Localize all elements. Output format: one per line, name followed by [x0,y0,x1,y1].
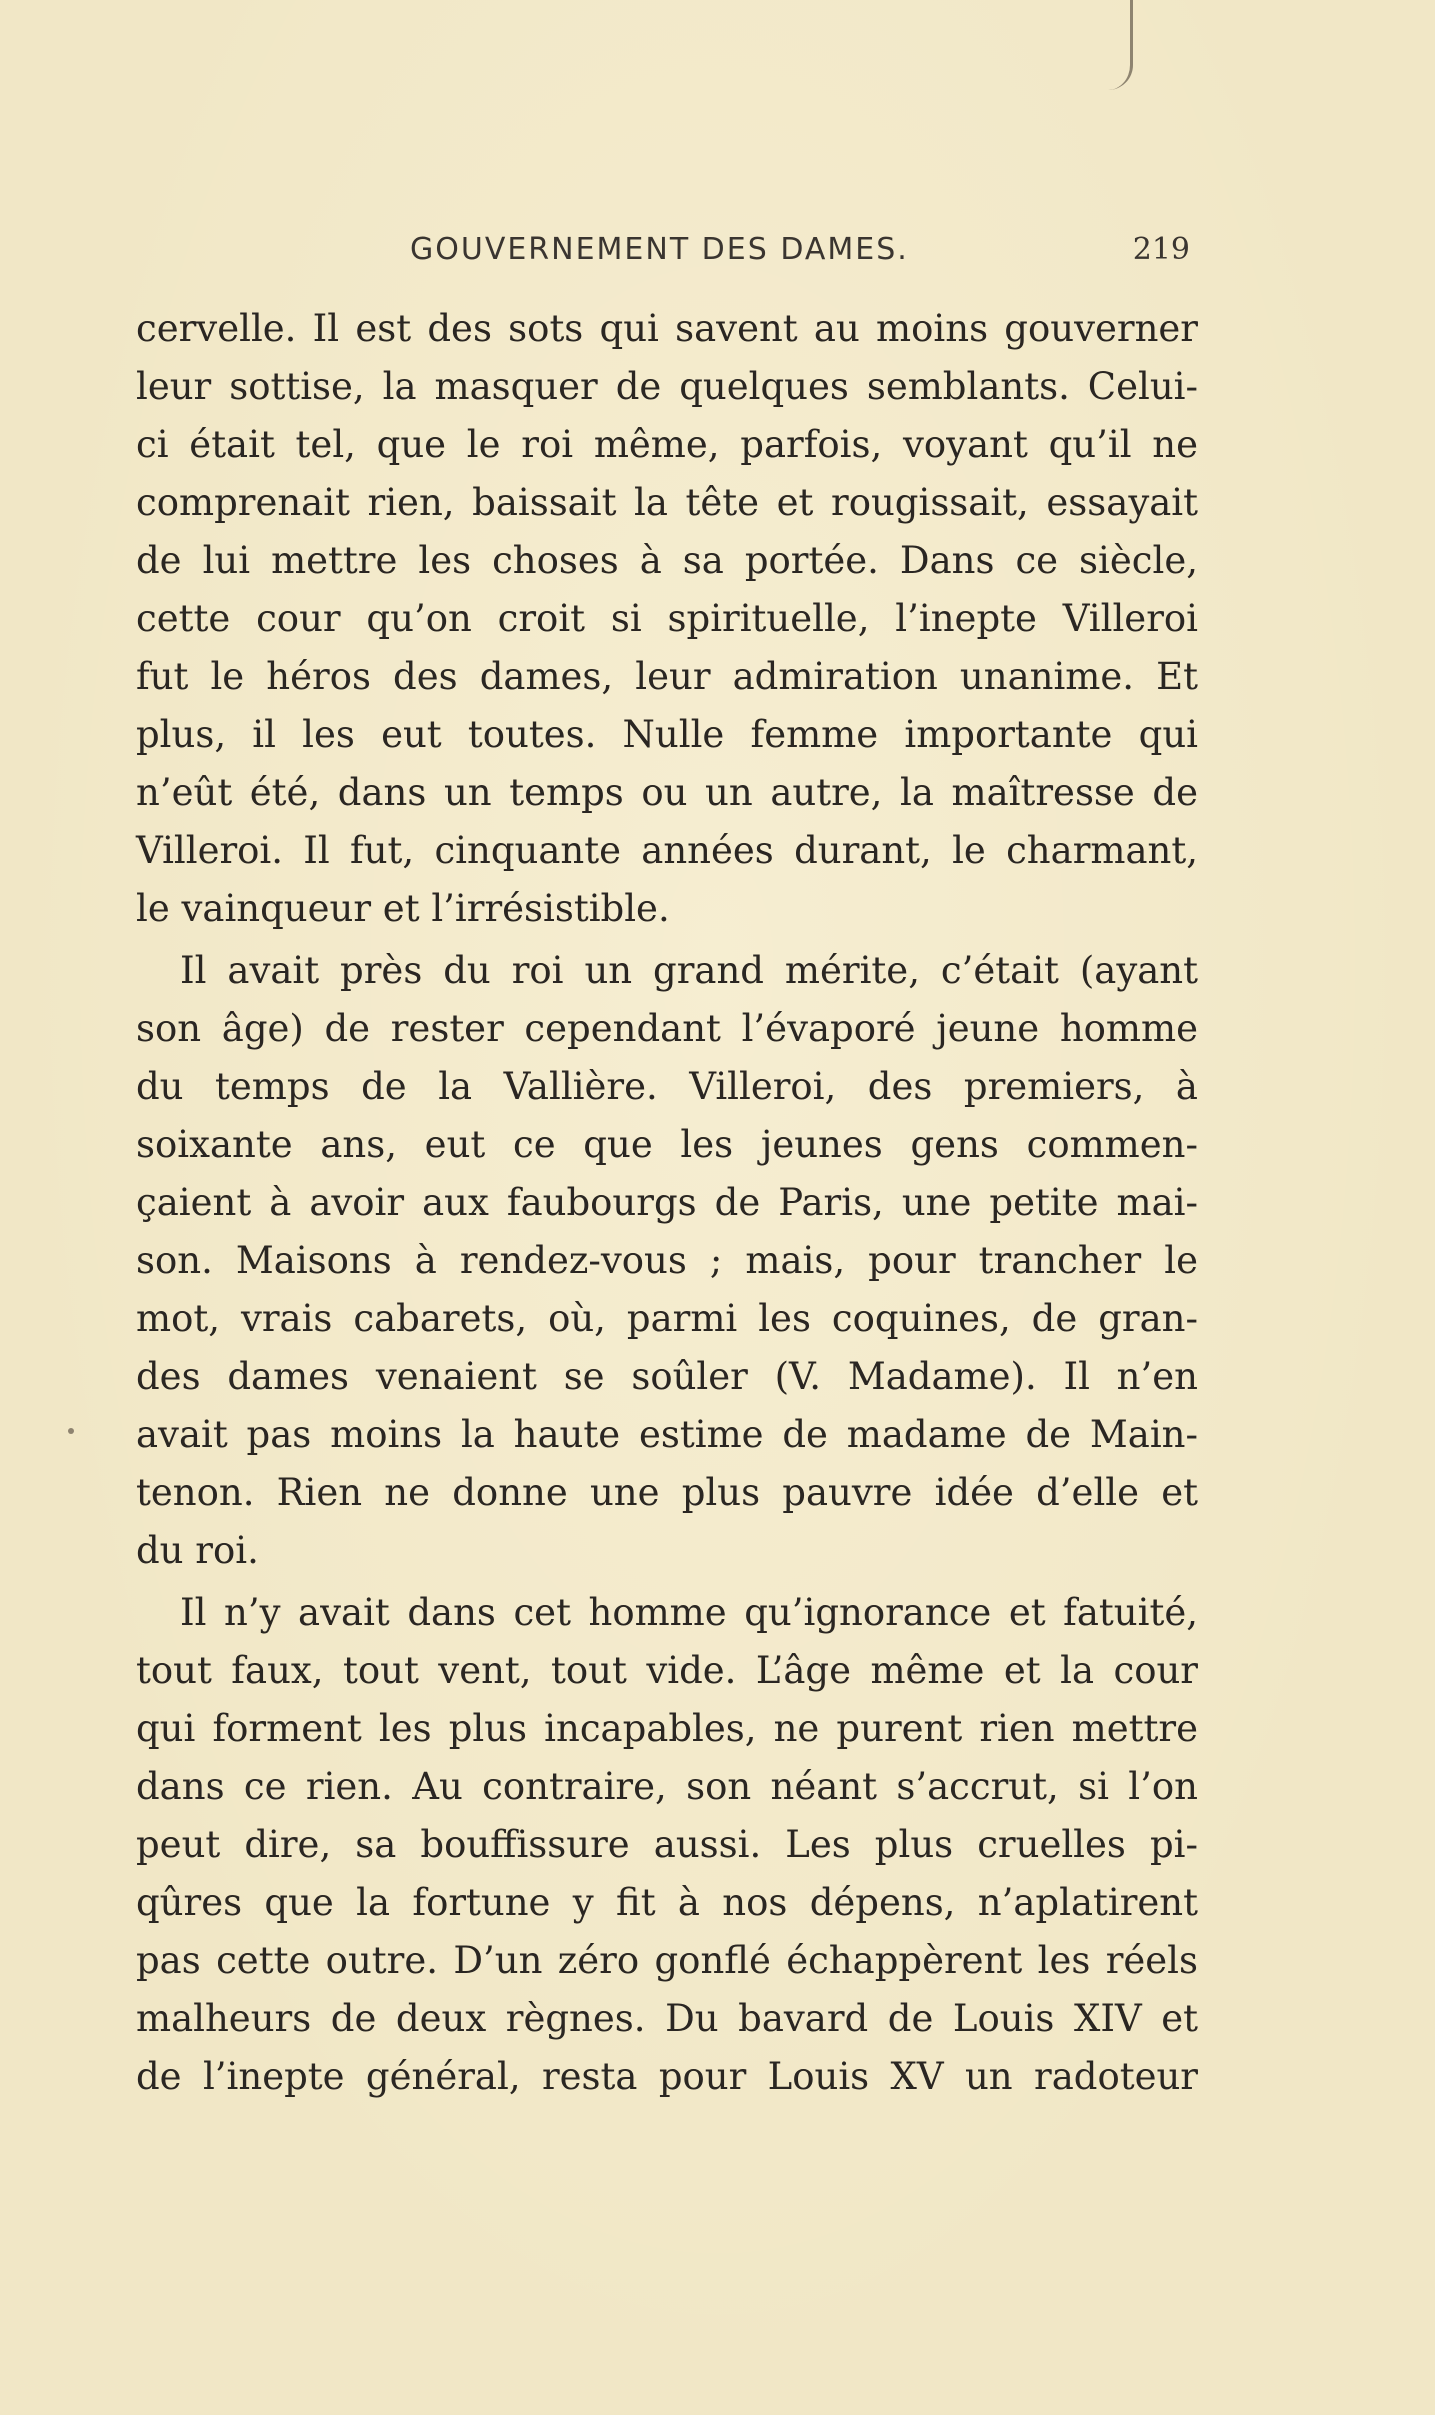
text-line: Villeroi. Il fut, cinquante années durant, le charmant, [136,829,1198,872]
text-line: cette cour qu’on croit si spirituelle, l’inepte Villeroi [136,597,1198,640]
text-line: son. Maisons à rendez-vous ; mais, pour trancher le [136,1239,1198,1282]
text-line: mot, vrais cabarets, où, parmi les coquines, de gran- [136,1297,1198,1340]
text-line: son âge) de rester cependant l’évaporé jeune homme [136,1007,1198,1050]
text-line: fut le héros des dames, leur admiration unanime. Et [136,655,1198,698]
text-line: du temps de la Vallière. Villeroi, des premiers, à [136,1065,1198,1108]
text-line: leur sottise, la masquer de quelques semblants. Celui- [136,365,1198,408]
text-line: tout faux, tout vent, tout vide. L’âge même et la cour [136,1649,1198,1692]
text-line: tenon. Rien ne donne une plus pauvre idée d’elle et [136,1471,1198,1514]
text-line: dans ce rien. Au contraire, son néant s’accrut, si l’on [136,1765,1198,1808]
body-text [136,300,1198,2106]
text-line: çaient à avoir aux faubourgs de Paris, une petite mai- [136,1181,1198,1224]
text-line: Il avait près du roi un grand mérite, c’était (ayant [180,949,1198,992]
page-corner-mark [1108,0,1133,90]
text-line: Il n’y avait dans cet homme qu’ignorance et fatuité, [180,1591,1198,1634]
text-line: cervelle. Il est des sots qui savent au moins gouverner [136,307,1198,350]
text-line: de lui mettre les choses à sa portée. Dans ce siècle, [136,539,1198,582]
text-line: le vainqueur et l’irrésistible. [136,887,670,930]
page-header [410,232,1190,282]
text-line: avait pas moins la haute estime de madame de Main- [136,1413,1198,1456]
text-line: comprenait rien, baissait la tête et rougissait, essayait [136,481,1198,524]
margin-speck [68,1428,74,1434]
text-line: des dames venaient se soûler (V. Madame). Il n’en [136,1355,1198,1398]
text-line: ci était tel, que le roi même, parfois, voyant qu’il ne [136,423,1198,466]
running-title: GOUVERNEMENT DES DAMES. [410,232,909,267]
text-line: peut dire, sa bouffissure aussi. Les plus cruelles pi- [136,1823,1198,1866]
text-line: qui forment les plus incapables, ne purent rien mettre [136,1707,1198,1750]
text-line: n’eût été, dans un temps ou un autre, la maîtresse de [136,771,1198,814]
text-line: du roi. [136,1529,259,1572]
text-line: qûres que la fortune y fit à nos dépens, n’aplatirent [136,1881,1198,1924]
page-number: 219 [1132,232,1190,267]
text-line: pas cette outre. D’un zéro gonflé échappèrent les réels [136,1939,1198,1982]
text-line: malheurs de deux règnes. Du bavard de Louis XIV et [136,1997,1198,2040]
text-line: de l’inepte général, resta pour Louis XV un radoteur [136,2055,1198,2098]
text-line: plus, il les eut toutes. Nulle femme importante qui [136,713,1198,756]
text-line: soixante ans, eut ce que les jeunes gens commen- [136,1123,1198,1166]
